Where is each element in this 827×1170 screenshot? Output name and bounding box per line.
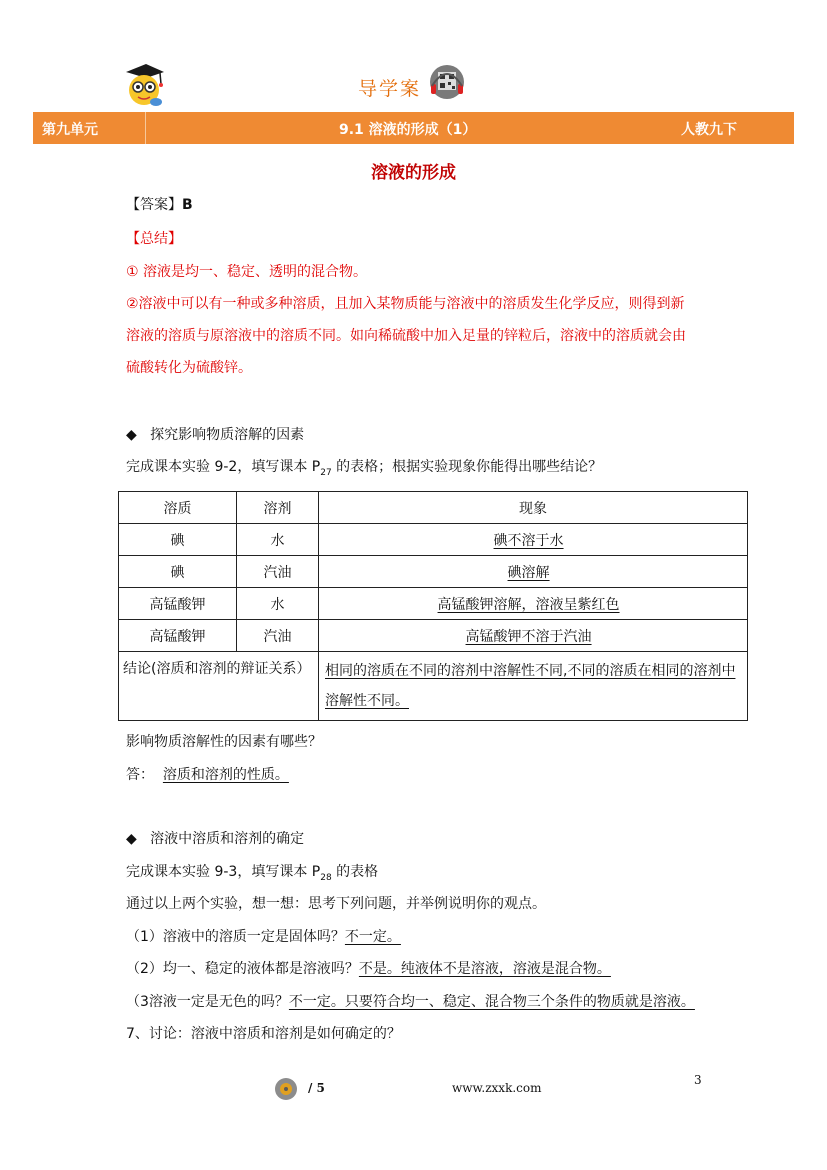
disc-icon	[274, 1077, 298, 1101]
table-cell: 高锰酸钾不溶于汽油	[319, 620, 748, 652]
table-header-row	[119, 492, 748, 524]
document-title: 溶液的形成	[371, 163, 456, 183]
table-header: 溶剂	[237, 492, 319, 524]
question-7: 7、讨论：溶液中溶质和溶剂是如何确定的？	[126, 1026, 401, 1042]
section1-answer: 答： 溶质和溶剂的性质。	[126, 767, 289, 783]
question-1: （1）溶液中的溶质一定是固体吗？不一定。	[126, 929, 401, 945]
table-cell: 碘不溶于水	[319, 524, 748, 556]
header-banner	[33, 112, 794, 144]
table-row	[119, 524, 748, 556]
page-count: / 5	[308, 1081, 325, 1095]
summary-item-2-end: 硫酸转化为硫酸锌。	[126, 360, 252, 376]
diamond-bullet-icon: ◆	[126, 427, 137, 443]
summary-label: 【总结】	[126, 231, 182, 247]
unit-label: 第九单元	[42, 122, 98, 138]
table-cell: 高锰酸钾溶解，溶液呈紫红色	[319, 588, 748, 620]
section2-prompt: 通过以上两个实验，想一想：思考下列问题，并举例说明你的观点。	[126, 896, 546, 912]
table-cell: 碘溶解	[319, 556, 748, 588]
header-title: 导学案	[358, 78, 422, 100]
table-row	[119, 588, 748, 620]
table-header: 溶质	[119, 492, 237, 524]
section1-intro: 完成课本实验 9-2，填写课本 $P_{27}$ 的表格；根据实验现象你能得出哪些结论？	[126, 459, 603, 478]
conclusion-row	[119, 652, 748, 721]
question-3: （3溶液一定是无色的吗？不一定。只要符合均一、稳定、混合物三个条件的物质就是溶液。	[126, 994, 695, 1010]
footer-url: www.zxxk.com	[452, 1081, 542, 1095]
answer-line	[126, 194, 193, 214]
conclusion-label: 结论(溶质和溶剂的辩证关系）	[119, 652, 319, 721]
section1-heading: ◆ 探究影响物质溶解的因素	[126, 427, 305, 443]
table-cell: 汽油	[237, 620, 319, 652]
summary-item-2: ②溶液中可以有一种或多种溶质，且加入某物质能与溶液中的溶质发生化学反应，则得到新	[126, 296, 685, 312]
table-row	[119, 620, 748, 652]
qr-badge-icon	[428, 62, 466, 106]
page-number: 3	[694, 1073, 702, 1087]
summary-item-2-cont: 溶液的溶质与原溶液中的溶质不同。如向稀硫酸中加入足量的锌粒后，溶液中的溶质就会由	[126, 328, 686, 344]
diamond-bullet-icon: ◆	[126, 831, 137, 847]
answer-value: B	[182, 197, 193, 213]
banner-divider	[145, 112, 146, 144]
table-cell: 高锰酸钾	[119, 620, 237, 652]
table-header: 现象	[319, 492, 748, 524]
section2-intro: 完成课本实验 9-3，填写课本 $P_{28}$ 的表格	[126, 864, 379, 883]
section1-question: 影响物质溶解性的因素有哪些？	[126, 734, 322, 750]
table-cell: 水	[237, 524, 319, 556]
table-cell: 水	[237, 588, 319, 620]
edition-label: 人教九下	[681, 122, 737, 138]
lesson-label: 9.1 溶液的形成（1）	[339, 122, 477, 138]
table-cell: 碘	[119, 556, 237, 588]
conclusion-text: 相同的溶质在不同的溶剂中溶解性不同,不同的溶质在相同的溶剂中溶解性不同。	[319, 652, 748, 721]
table-cell: 高锰酸钾	[119, 588, 237, 620]
answer-label: 【答案】	[126, 197, 182, 213]
table-cell: 汽油	[237, 556, 319, 588]
table-row	[119, 556, 748, 588]
summary-item-1: ① 溶液是均一、稳定、透明的混合物。	[126, 264, 367, 280]
question-2: （2）均一、稳定的液体都是溶液吗？不是。纯液体不是溶液，溶液是混合物。	[126, 961, 611, 977]
experiment-table	[118, 491, 748, 721]
section2-heading: ◆ 溶液中溶质和溶剂的确定	[126, 831, 305, 847]
mascot-logo-icon	[120, 58, 168, 108]
table-cell: 碘	[119, 524, 237, 556]
